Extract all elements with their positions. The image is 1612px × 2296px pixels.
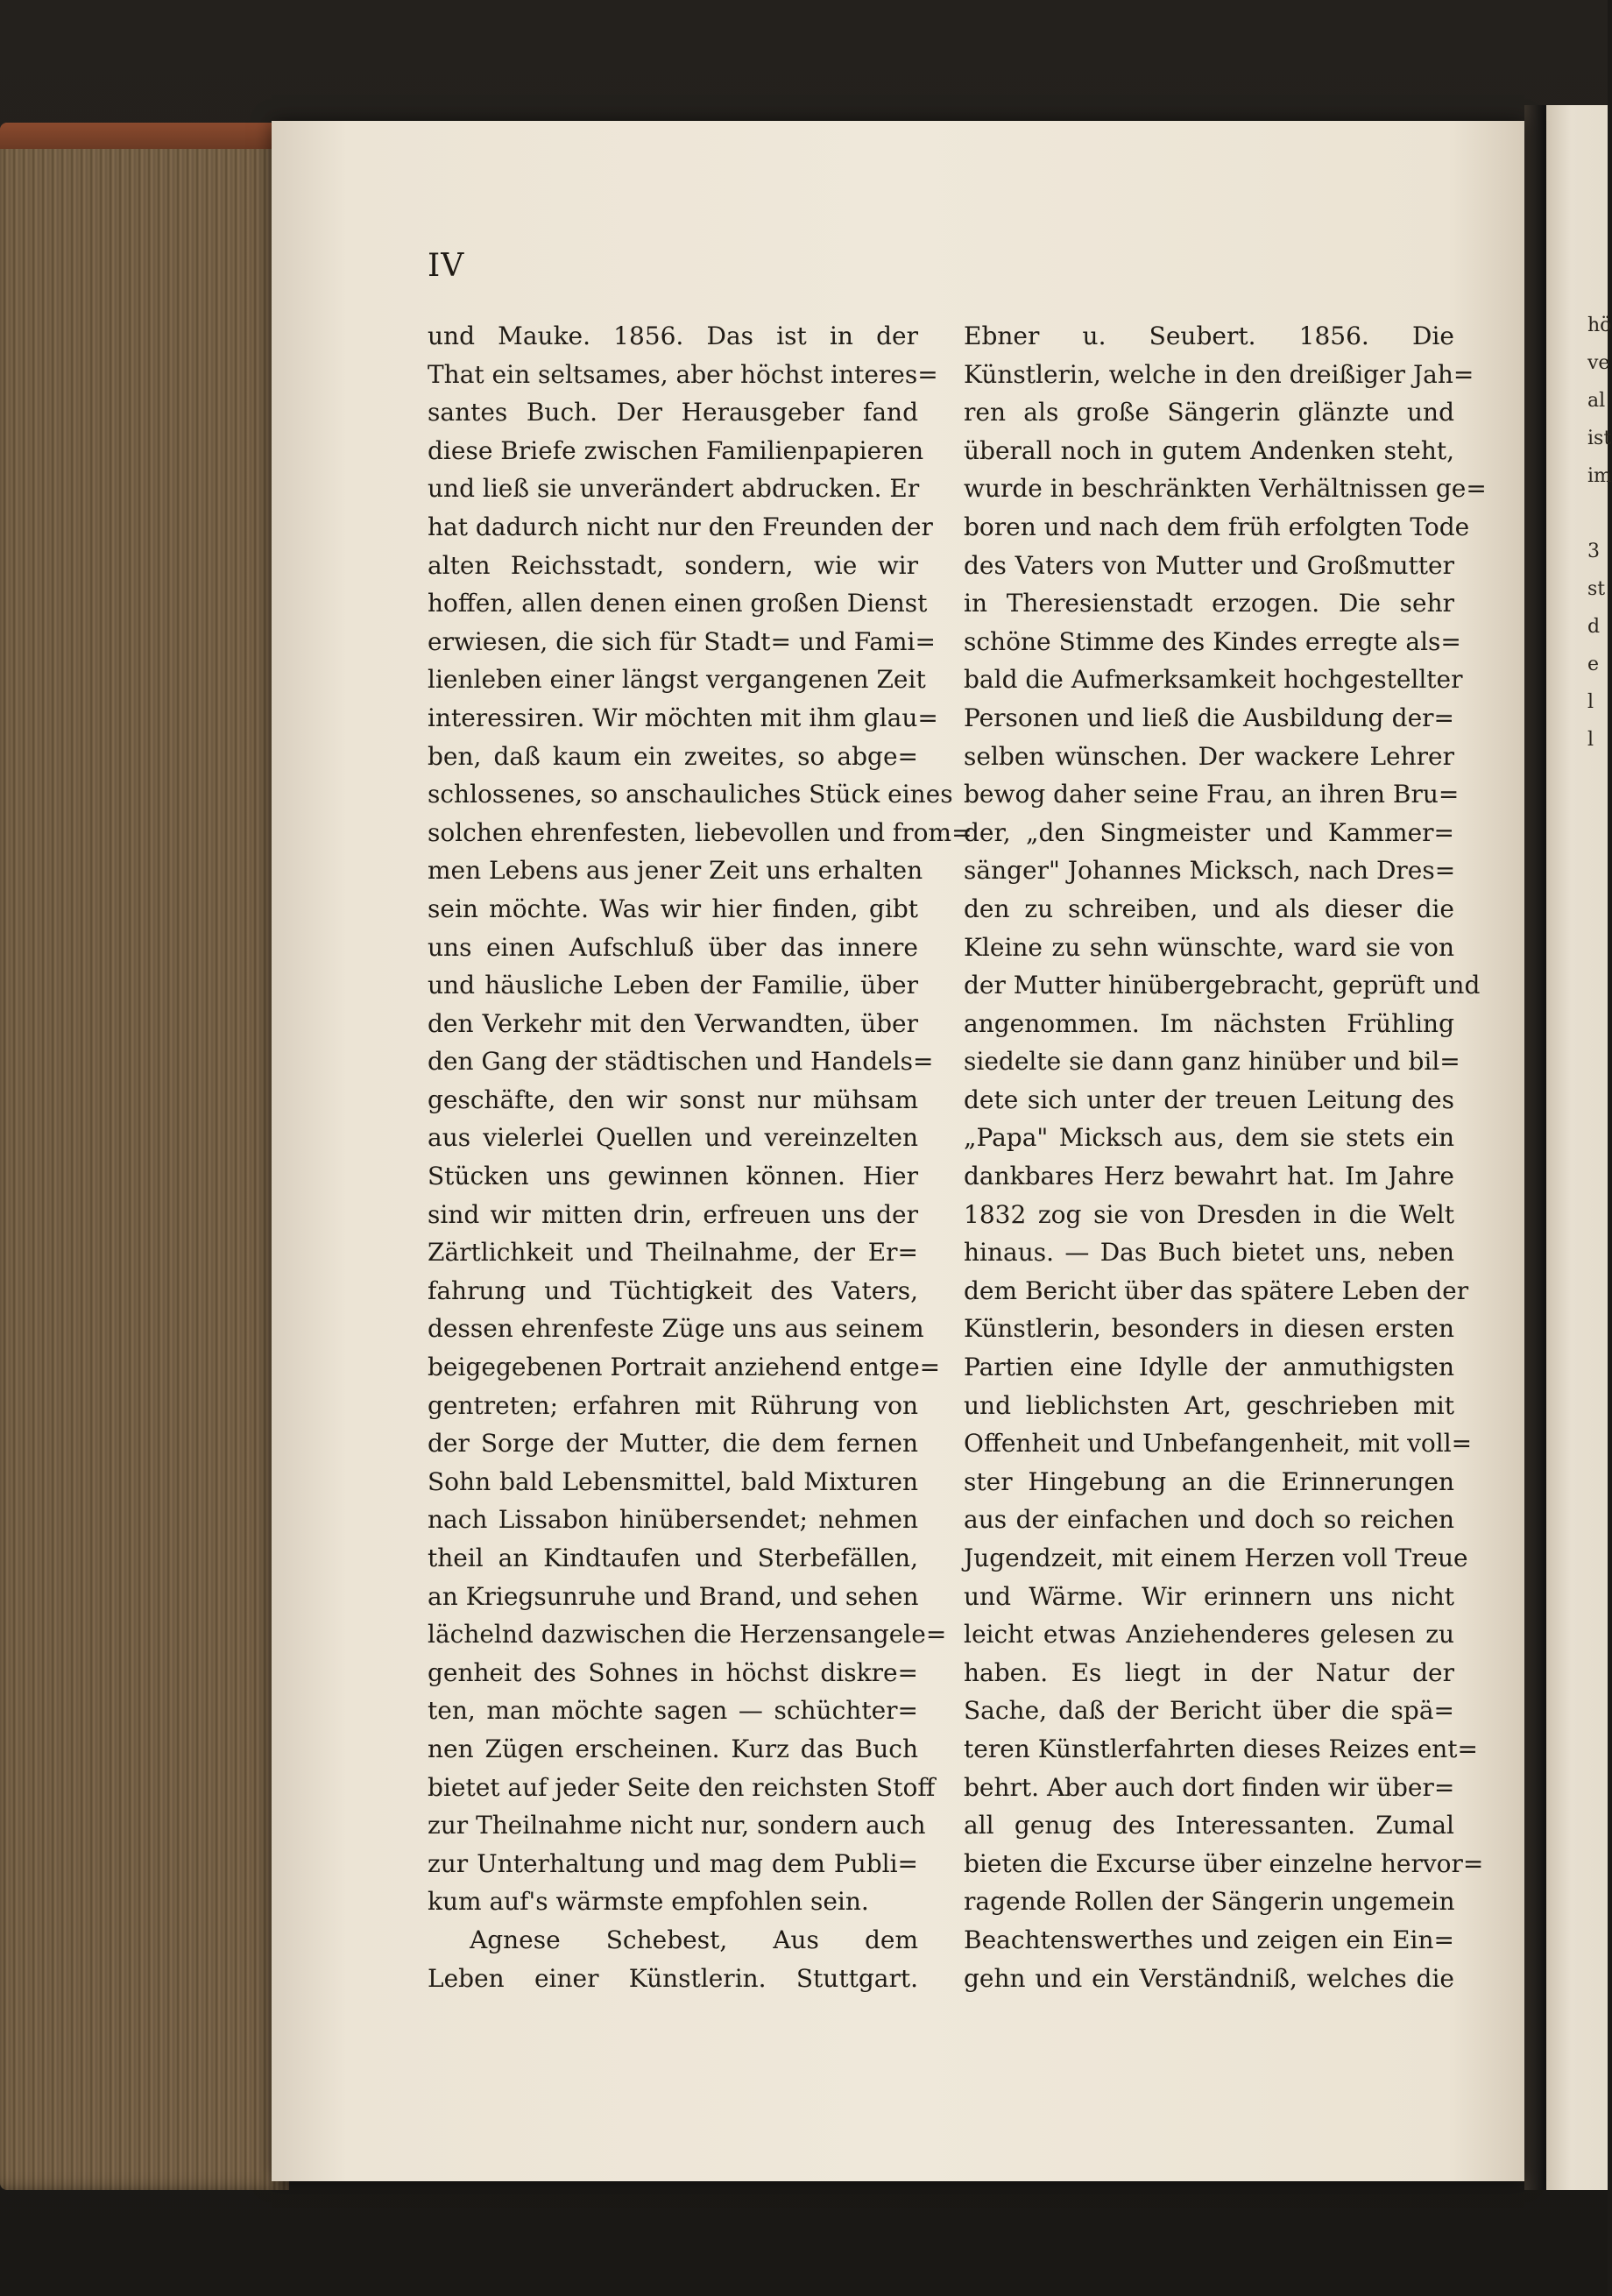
text-line: dete sich unter der treuen Leitung des xyxy=(964,1084,1454,1114)
text-line: Beachtenswerthes und zeigen ein Ein= xyxy=(964,1925,1454,1954)
text-line: sind wir mitten drin, erfreuen uns der xyxy=(428,1199,918,1229)
text-line: an Kriegsunruhe und Brand, und sehen xyxy=(428,1581,919,1611)
text-line: lienleben einer längst vergangenen Zeit xyxy=(428,665,926,695)
text-line: ren als große Sängerin glänzte und xyxy=(964,398,1454,427)
right-text-column xyxy=(964,317,1487,1997)
text-line: 1832 zog sie von Dresden in die Welt xyxy=(964,1199,1454,1229)
text-line: und ließ sie unverändert abdrucken. Er xyxy=(428,474,920,504)
text-line: gentreten; erfahren mit Rührung von xyxy=(428,1390,918,1420)
text-line: siedelte sie dann ganz hinüber und bil= xyxy=(964,1047,1460,1077)
text-line: bieten die Excurse über einzelne hervor= xyxy=(964,1848,1484,1878)
text-line: zur Unterhaltung und mag dem Publi= xyxy=(428,1848,918,1878)
text-line: Sohn bald Lebensmittel, bald Mixturen xyxy=(428,1466,918,1496)
text-line: lächelnd dazwischen die Herzensangele= xyxy=(428,1620,947,1650)
text-line: behrt. Aber auch dort finden wir über= xyxy=(964,1772,1455,1802)
text-line: der Sorge der Mutter, die dem fernen xyxy=(428,1429,918,1459)
text-line: diese Briefe zwischen Familienpapieren xyxy=(428,435,924,465)
fragment: l xyxy=(1587,729,1594,751)
text-line: fahrung und Tüchtigkeit des Vaters, xyxy=(428,1275,918,1305)
book-page-edges xyxy=(0,123,289,2190)
text-line: Agnese Schebest, Aus dem xyxy=(470,1925,918,1954)
text-line: den Gang der städtischen und Handels= xyxy=(428,1047,934,1077)
text-line: nach Lissabon hinübersendet; nehmen xyxy=(428,1505,918,1535)
text-line: teren Künstlerfahrten dieses Reizes ent= xyxy=(964,1734,1479,1763)
text-line: Kleine zu sehn wünschte, ward sie von xyxy=(964,932,1454,962)
text-line: dem Bericht über das spätere Leben der xyxy=(964,1275,1469,1305)
text-line: Offenheit und Unbefangenheit, mit voll= xyxy=(964,1429,1473,1459)
text-line: und Wärme. Wir erinnern uns nicht xyxy=(964,1581,1454,1611)
fragment: ist xyxy=(1587,427,1612,449)
text-line: kum auf's wärmste empfohlen sein. xyxy=(428,1887,869,1917)
text-line: gehn und ein Verständniß, welches die xyxy=(964,1963,1454,1993)
text-line: Stücken uns gewinnen können. Hier xyxy=(428,1162,918,1191)
text-line: bietet auf jeder Seite den reichsten Stoff xyxy=(428,1772,936,1802)
text-line: solchen ehrenfesten, liebevollen und from= xyxy=(428,817,972,847)
text-line: all genug des Interessanten. Zumal xyxy=(964,1811,1454,1840)
text-line: uns einen Aufschluß über das innere xyxy=(428,932,918,962)
facing-page-text-fragments xyxy=(1587,307,1612,759)
text-line: theil an Kindtaufen und Sterbefällen, xyxy=(428,1544,918,1572)
text-line: Partien eine Idylle der anmuthigsten xyxy=(964,1353,1454,1382)
text-line: aus vielerlei Quellen und vereinzelten xyxy=(428,1123,918,1153)
fragment: st xyxy=(1587,578,1606,600)
text-line: der, „den Singmeister und Kammer= xyxy=(964,817,1454,847)
text-line: alten Reichsstadt, sondern, wie wir xyxy=(428,550,918,580)
text-line: dessen ehrenfeste Züge uns aus seinem xyxy=(428,1314,924,1344)
fragment: hö xyxy=(1587,314,1612,336)
text-line: selben wünschen. Der wackere Lehrer xyxy=(964,741,1454,771)
text-line: erwiesen, die sich für Stadt= und Fami= xyxy=(428,626,936,656)
text-line: und Mauke. 1856. Das ist in der xyxy=(428,321,918,350)
fragment: al xyxy=(1587,390,1606,412)
text-line: den zu schreiben, und als dieser die xyxy=(964,894,1454,923)
text-line: Leben einer Künstlerin. Stuttgart. xyxy=(428,1963,918,1993)
text-line: bewog daher seine Frau, an ihren Bru= xyxy=(964,780,1460,809)
text-line: boren und nach dem früh erfolgten Tode xyxy=(964,512,1470,541)
text-line: Zärtlichkeit und Theilnahme, der Er= xyxy=(428,1238,918,1268)
text-line: angenommen. Im nächsten Frühling xyxy=(964,1008,1454,1038)
text-line: in Theresienstadt erzogen. Die sehr xyxy=(964,589,1454,618)
text-line: der Mutter hinübergebracht, geprüft und xyxy=(964,971,1481,1000)
text-line: interessiren. Wir möchten mit ihm glau= xyxy=(428,703,938,732)
text-line: Jugendzeit, mit einem Herzen voll Treue xyxy=(964,1544,1468,1572)
text-line: ben, daß kaum ein zweites, so abge= xyxy=(428,741,918,771)
text-line: des Vaters von Mutter und Großmutter xyxy=(964,550,1454,580)
text-line: und lieblichsten Art, geschrieben mit xyxy=(964,1390,1454,1420)
text-line: Sache, daß der Bericht über die spä= xyxy=(964,1696,1454,1726)
text-line: Personen und ließ die Ausbildung der= xyxy=(964,703,1454,732)
text-line: hinaus. — Das Buch bietet uns, neben xyxy=(964,1238,1454,1268)
text-line: santes Buch. Der Herausgeber fand xyxy=(428,398,918,427)
text-line: Ebner u. Seubert. 1856. Die xyxy=(964,321,1454,350)
text-line: leicht etwas Anziehenderes gelesen zu xyxy=(964,1620,1454,1650)
text-line: hoffen, allen denen einen großen Dienst xyxy=(428,589,928,618)
text-line: beigegebenen Portrait anziehend entge= xyxy=(428,1353,941,1382)
text-line: ten, man möchte sagen — schüchter= xyxy=(428,1696,918,1726)
text-line: sänger" Johannes Micksch, nach Dres= xyxy=(964,856,1456,886)
text-line: den Verkehr mit den Verwandten, über xyxy=(428,1008,918,1038)
text-line: aus der einfachen und doch so reichen xyxy=(964,1505,1454,1535)
text-line: zur Theilnahme nicht nur, sondern auch xyxy=(428,1811,926,1840)
fragment: im xyxy=(1587,465,1612,487)
text-line: Künstlerin, besonders in diesen ersten xyxy=(964,1314,1454,1344)
book-top-edge xyxy=(0,123,289,149)
text-line: nen Zügen erscheinen. Kurz das Buch xyxy=(428,1734,918,1763)
text-line: sein möchte. Was wir hier finden, gibt xyxy=(428,894,918,923)
text-line: That ein seltsames, aber höchst interes= xyxy=(428,359,938,389)
fragment: 3 xyxy=(1587,540,1600,562)
fragment: ve xyxy=(1587,352,1610,374)
page-number: IV xyxy=(428,248,465,284)
text-line: genheit des Sohnes in höchst diskre= xyxy=(428,1657,918,1687)
text-line: dankbares Herz bewahrt hat. Im Jahre xyxy=(964,1162,1454,1191)
text-line: hat dadurch nicht nur den Freunden der xyxy=(428,512,933,541)
text-line: geschäfte, den wir sonst nur mühsam xyxy=(428,1084,918,1114)
left-text-column xyxy=(428,317,972,1997)
text-line: „Papa" Micksch aus, dem sie stets ein xyxy=(964,1123,1454,1153)
text-line: schöne Stimme des Kindes erregte als= xyxy=(964,626,1461,656)
text-line: wurde in beschränkten Verhältnissen ge= xyxy=(964,474,1487,504)
text-line: und häusliche Leben der Familie, über xyxy=(428,971,918,1000)
text-line: überall noch in gutem Andenken steht, xyxy=(964,435,1454,465)
fragment: e xyxy=(1587,653,1600,675)
text-line: haben. Es liegt in der Natur der xyxy=(964,1657,1454,1687)
text-line: ster Hingebung an die Erinnerungen xyxy=(964,1466,1454,1496)
text-line: ragende Rollen der Sängerin ungemein xyxy=(964,1887,1455,1917)
text-line: bald die Aufmerksamkeit hochgestellter xyxy=(964,665,1463,695)
fragment: d xyxy=(1587,616,1601,638)
text-line: Künstlerin, welche in den dreißiger Jah= xyxy=(964,359,1474,389)
text-line: schlossenes, so anschauliches Stück eines xyxy=(428,780,953,809)
text-line: men Lebens aus jener Zeit uns erhalten xyxy=(428,856,923,886)
fragment: l xyxy=(1587,691,1594,713)
